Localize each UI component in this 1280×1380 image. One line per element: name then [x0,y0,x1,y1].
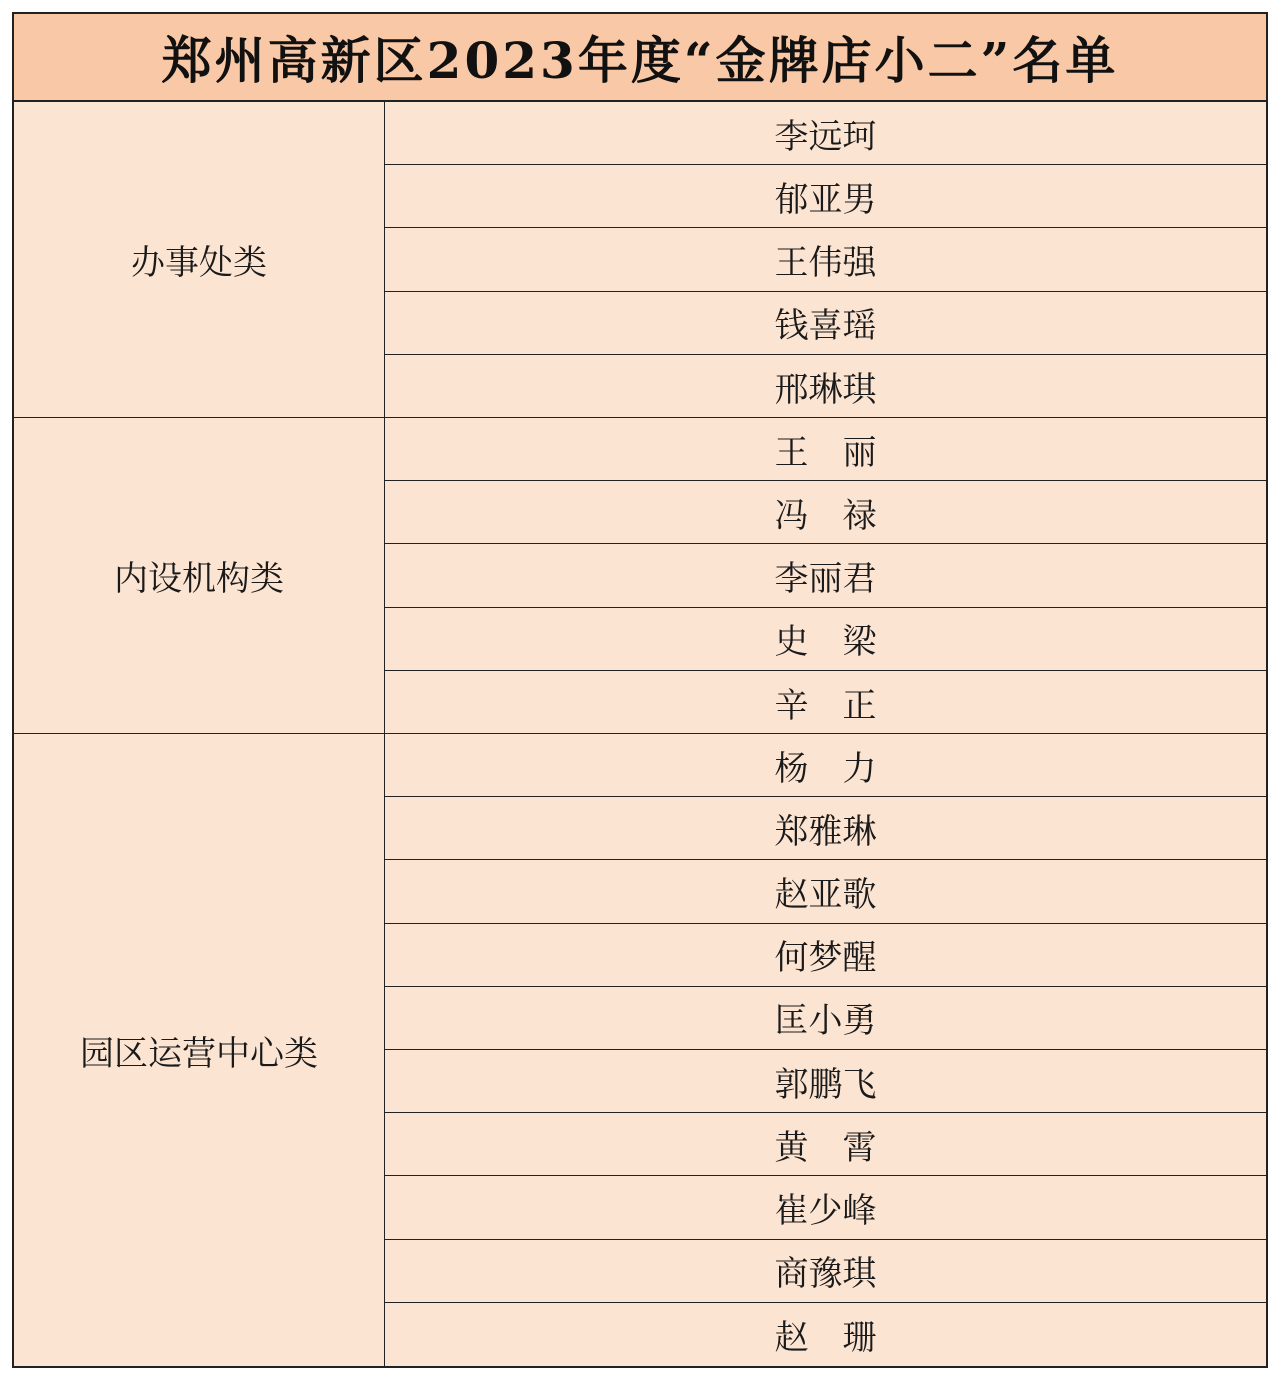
person-name: 李远珂 [774,116,877,157]
category-cell [14,102,385,417]
person-name: 郁亚男 [774,179,877,220]
table-row [385,102,1266,165]
table-row [385,418,1266,481]
table-row [385,481,1266,544]
person-name: 何梦醒 [774,938,877,979]
person-name: 崔少峰 [774,1190,877,1231]
names-column [385,102,1266,417]
category-cell [14,734,385,1366]
table-row [385,1050,1266,1113]
names-column [385,418,1266,733]
table-row [385,165,1266,228]
table-row [385,987,1266,1050]
person-name: 辛 正 [774,685,877,726]
page-title: 郑州高新区2023年度“金牌店小二”名单 [161,31,1119,90]
table-body [14,102,1266,1366]
group-office [14,102,1266,418]
table-row [385,544,1266,607]
person-name: 杨 力 [774,748,877,789]
names-column [385,734,1266,1366]
table-row [385,1303,1266,1366]
person-name: 邢琳琪 [774,369,877,410]
person-name: 赵 珊 [774,1317,877,1358]
person-name: 商豫琪 [774,1254,877,1295]
person-name: 王伟强 [774,242,877,283]
person-name: 冯 禄 [774,495,877,536]
category-label: 园区运营中心类 [80,1033,318,1074]
person-name: 李丽君 [774,558,877,599]
table-row [385,671,1266,734]
category-cell [14,418,385,733]
table-row [385,860,1266,923]
table-row [385,608,1266,671]
person-name: 黄 霄 [774,1127,877,1168]
person-name: 郑雅琳 [774,811,877,852]
category-label: 办事处类 [131,243,267,283]
group-park-center [14,734,1266,1366]
person-name: 赵亚歌 [774,874,877,915]
table-row [385,1176,1266,1239]
category-label: 内设机构类 [114,559,284,599]
table-row [385,292,1266,355]
person-name: 钱喜瑶 [774,306,877,347]
table-title-bar [14,14,1266,102]
table-row [385,1113,1266,1176]
honor-list-table [12,12,1268,1368]
table-row [385,797,1266,860]
person-name: 匡小勇 [774,1001,877,1042]
table-row [385,355,1266,418]
person-name: 郭鹏飞 [774,1064,877,1105]
table-row [385,924,1266,987]
person-name: 史 梁 [774,622,877,663]
table-row [385,734,1266,797]
table-row [385,228,1266,291]
table-row [385,1240,1266,1303]
group-internal-dept [14,418,1266,734]
person-name: 王 丽 [774,432,877,473]
